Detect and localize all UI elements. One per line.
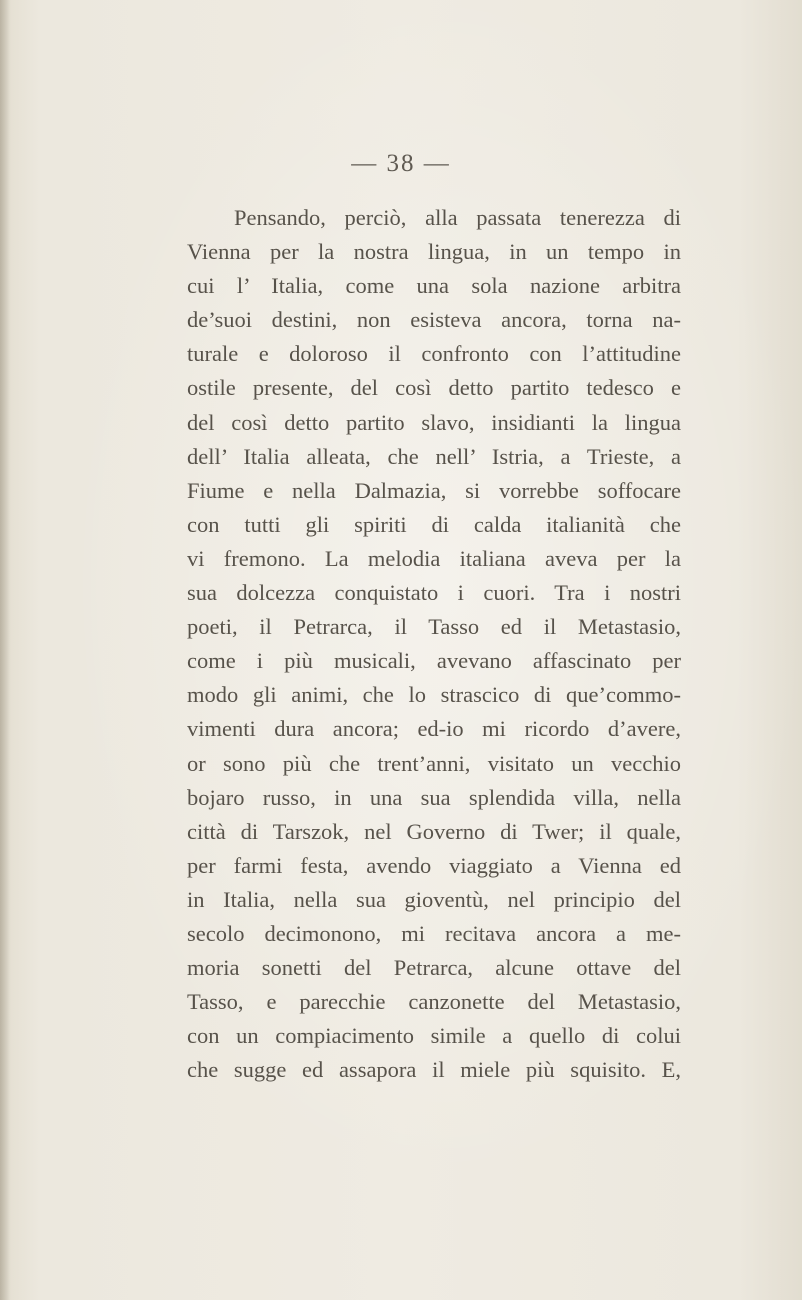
text-line: turale e doloroso il confronto con l’attitudine — [187, 341, 681, 367]
text-line: del così detto partito slavo, insidianti la lingua — [187, 409, 681, 435]
text-line: Pensando, perciò, alla passata tenerezza di — [234, 205, 681, 230]
text-line: città di Tarszok, nel Governo di Twer; il quale, — [187, 818, 681, 844]
text-line: ostile presente, del così detto partito tedesco e — [187, 375, 681, 401]
text-line: moria sonetti del Petrarca, alcune ottave del — [187, 955, 681, 981]
text-line: de’suoi destini, non esisteva ancora, torna na- — [187, 307, 681, 333]
text-line: per farmi festa, avendo viaggiato a Vienna ed — [187, 852, 681, 878]
text-line: vi fremono. La melodia italiana aveva per la — [187, 545, 681, 571]
text-line: Vienna per la nostra lingua, in un tempo in — [187, 239, 681, 265]
text-line: Tasso, e parecchie canzonette del Metastasio, — [187, 989, 681, 1015]
text-line: or sono più che trent’anni, visitato un vecchio — [187, 750, 681, 776]
page-number-header: — 38 — — [351, 150, 451, 177]
text-line: cui l’ Italia, come una sola nazione arbitra — [187, 273, 681, 299]
text-line: secolo decimonono, mi recitava ancora a me- — [187, 920, 681, 946]
text-line: dell’ Italia alleata, che nell’ Istria, a Trieste, a — [187, 443, 681, 469]
text-line: modo gli animi, che lo strascico di que’commo- — [187, 682, 681, 708]
text-line: poeti, il Petrarca, il Tasso ed il Metastasio, — [187, 614, 681, 640]
text-line: bojaro russo, in una sua splendida villa, nella — [187, 784, 681, 810]
text-line: Fiume e nella Dalmazia, si vorrebbe soffocare — [187, 477, 681, 503]
body-paragraph — [187, 201, 681, 1087]
text-line: con tutti gli spiriti di calda italianità che — [187, 511, 681, 537]
text-line: in Italia, nella sua gioventù, nel principio del — [187, 886, 681, 912]
text-line: che sugge ed assapora il miele più squisito. E, — [187, 1057, 681, 1083]
text-line: come i più musicali, avevano affascinato per — [187, 648, 681, 674]
text-line: con un compiacimento simile a quello di colui — [187, 1023, 681, 1049]
text-line: sua dolcezza conquistato i cuori. Tra i nostri — [187, 580, 681, 606]
text-line: vimenti dura ancora; ed-io mi ricordo d’avere, — [187, 716, 681, 742]
